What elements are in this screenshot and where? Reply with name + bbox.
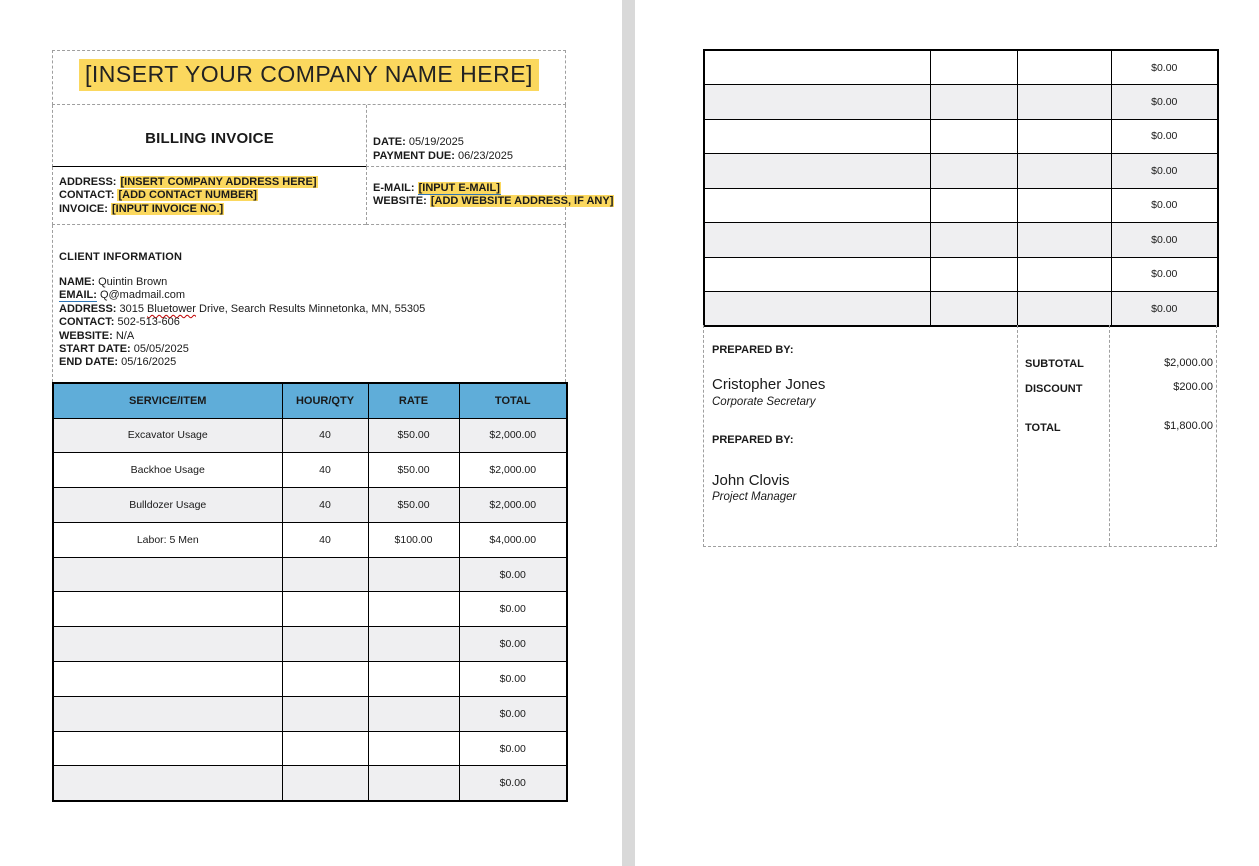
client-name-value: Quintin Brown [98,276,168,288]
client-information-cell [52,225,566,382]
invoice-item-row [53,592,567,627]
invoice-item-row [704,85,1218,120]
client-email-value: Q@madmail.com [99,289,186,302]
total-cell: $2,000.00 [459,453,567,488]
invoice-item-row [53,766,567,801]
hour-qty-cell[interactable] [282,627,368,662]
client-email-label: EMAIL: [59,289,97,302]
client-end-date-value: 05/16/2025 [121,356,177,369]
invoice-item-row [53,696,567,731]
invoice-title: BILLING INVOICE [145,130,274,147]
rate-cell[interactable] [368,557,459,592]
total-cell: $0.00 [1111,292,1218,327]
subtotal-amount: $2,000.00 [1164,357,1213,369]
date-value: 05/19/2025 [408,136,464,148]
company-contact-label: CONTACT: [59,189,115,202]
service-item-cell[interactable]: Labor: 5 Men [53,522,282,557]
invoice-item-row [53,488,567,523]
invoice-item-row [53,662,567,697]
discount-amount: $200.00 [1173,381,1213,393]
service-item-cell[interactable] [53,627,282,662]
company-website-label: WEBSITE: [373,195,427,208]
company-website-line [373,195,614,208]
prepared-by-label-1: PREPARED BY: [712,344,794,356]
invoice-date-line [373,136,565,150]
invoice-number-line [59,203,366,216]
payment-due-value: 06/23/2025 [457,149,514,162]
rate-cell[interactable] [368,696,459,731]
total-cell: $0.00 [459,696,567,731]
rate-cell[interactable]: $50.00 [368,418,459,453]
service-item-cell[interactable]: Backhoe Usage [53,453,282,488]
hour-qty-cell[interactable] [930,154,1017,189]
client-website-label: WEBSITE: [59,329,113,342]
invoice-page-1 [0,0,622,866]
client-start-date-label: START DATE: [59,343,131,356]
rate-cell[interactable] [1017,50,1111,85]
hour-qty-cell[interactable] [282,766,368,801]
client-address-value-1: 3015 [119,302,148,315]
service-item-cell[interactable] [53,557,282,592]
total-amount: $1,800.00 [1164,420,1213,432]
client-name-line [59,276,565,289]
rate-cell[interactable] [1017,292,1111,327]
company-email-line [373,182,565,195]
rate-cell[interactable] [1017,154,1111,189]
invoice-item-row [704,119,1218,154]
client-name-label: NAME: [59,276,96,288]
hour-qty-cell[interactable] [930,257,1017,292]
summary-signature-section [703,325,1217,547]
preparer-name-2: John Clovis [712,472,790,489]
page-gap-divider [622,0,635,866]
service-item-cell[interactable] [53,731,282,766]
client-address-misspelled-word: Bluetower [147,302,196,315]
hour-qty-cell[interactable]: 40 [282,453,368,488]
invoice-number-label: INVOICE: [59,202,108,215]
client-info-heading: CLIENT INFORMATION [59,251,183,263]
invoice-item-row [704,257,1218,292]
preparer-title-2: Project Manager [712,491,797,503]
client-contact-line [59,316,565,329]
total-cell: $0.00 [459,627,567,662]
client-end-date-label: END DATE: [59,356,119,369]
total-cell: $0.00 [459,592,567,627]
invoice-item-row [53,627,567,662]
invoice-item-row [704,292,1218,327]
invoice-dates-cell [366,105,566,167]
client-contact-label: CONTACT: [59,316,115,329]
company-contact-placeholder[interactable]: [ADD CONTACT NUMBER] [118,189,257,202]
hour-qty-cell[interactable] [282,731,368,766]
total-label: TOTAL [1025,422,1061,434]
service-item-cell[interactable] [704,119,930,154]
company-name-placeholder[interactable]: [INSERT YOUR COMPANY NAME HERE] [79,59,539,91]
hour-qty-cell[interactable]: 40 [282,418,368,453]
total-cell: $0.00 [459,731,567,766]
total-cell: $0.00 [1111,119,1218,154]
company-name-cell [52,50,566,105]
invoice-item-row [704,223,1218,258]
invoice-item-row [704,154,1218,189]
total-cell: $4,000.00 [459,522,567,557]
rate-cell[interactable] [368,627,459,662]
service-item-column-header: SERVICE/ITEM [53,383,282,418]
client-address-line [59,303,565,316]
rate-cell[interactable] [1017,223,1111,258]
hour-qty-cell[interactable] [282,696,368,731]
items-table [52,382,568,802]
company-contact-line [59,189,366,202]
invoice-item-row [704,50,1218,85]
total-cell: $0.00 [1111,154,1218,189]
hour-qty-cell[interactable]: 40 [282,522,368,557]
service-item-cell[interactable] [704,85,930,120]
client-start-date-line [59,343,565,356]
client-info-fields [59,276,565,370]
rate-cell[interactable] [1017,188,1111,223]
service-item-cell[interactable]: Excavator Usage [53,418,282,453]
items-table-continued-body [704,50,1218,326]
rate-cell[interactable]: $100.00 [368,522,459,557]
company-address-label: ADDRESS: [59,176,117,188]
invoice-item-row [53,731,567,766]
subtotal-label: SUBTOTAL [1025,358,1084,370]
company-online-cell [366,167,614,225]
rate-cell[interactable] [368,731,459,766]
client-start-date-value: 05/05/2025 [133,343,189,356]
total-cell: $0.00 [459,766,567,801]
total-cell: $2,000.00 [459,418,567,453]
service-item-cell[interactable] [704,154,930,189]
hour-qty-cell[interactable] [930,188,1017,223]
invoice-number-placeholder[interactable]: [INPUT INVOICE NO.] [111,202,224,215]
summary-column-divider-1 [1017,325,1018,546]
items-table-header-row [53,383,567,418]
client-website-value: N/A [115,329,135,342]
payment-due-line [373,150,565,164]
total-cell: $0.00 [1111,50,1218,85]
hour-qty-cell[interactable] [930,50,1017,85]
total-cell: $2,000.00 [459,488,567,523]
total-column-header: TOTAL [459,383,567,418]
service-item-cell[interactable] [53,662,282,697]
total-cell: $0.00 [1111,85,1218,120]
discount-label: DISCOUNT [1025,383,1083,395]
total-cell: $0.00 [459,662,567,697]
rate-cell[interactable] [368,592,459,627]
hour-qty-cell[interactable] [930,119,1017,154]
rate-cell[interactable] [1017,257,1111,292]
items-table-body [53,418,567,801]
total-cell: $0.00 [1111,223,1218,258]
hour-qty-cell[interactable] [282,557,368,592]
items-table-continued [703,49,1219,327]
service-item-cell[interactable] [53,592,282,627]
service-item-cell[interactable] [704,292,930,327]
invoice-page-2 [635,0,1259,866]
company-email-label: E-MAIL: [373,182,415,194]
invoice-item-row [53,557,567,592]
invoice-item-row [53,453,567,488]
date-label: DATE: [373,136,406,148]
prepared-by-label-2: PREPARED BY: [712,434,794,446]
service-item-cell[interactable] [704,223,930,258]
company-address-placeholder[interactable]: [INSERT COMPANY ADDRESS HERE] [120,176,317,188]
payment-due-label: PAYMENT DUE: [373,149,455,162]
client-address-value-2: Drive, Search Results Minnetonka, MN, 55305 [195,302,426,315]
rate-cell[interactable] [1017,85,1111,120]
company-address-line [59,176,366,189]
service-item-cell[interactable] [704,50,930,85]
invoice-item-row [53,418,567,453]
billing-invoice-cell [52,105,366,167]
service-item-cell[interactable] [704,188,930,223]
service-item-cell[interactable]: Bulldozer Usage [53,488,282,523]
client-address-label: ADDRESS: [59,302,117,315]
client-end-date-line [59,356,565,369]
hour-qty-column-header: HOUR/QTY [282,383,368,418]
rate-cell[interactable] [368,766,459,801]
total-cell: $0.00 [459,557,567,592]
hour-qty-cell[interactable] [930,292,1017,327]
total-cell: $0.00 [1111,188,1218,223]
preparer-title-1: Corporate Secretary [712,396,816,408]
service-item-cell[interactable] [53,696,282,731]
rate-cell[interactable]: $50.00 [368,453,459,488]
hour-qty-cell[interactable] [282,662,368,697]
hour-qty-cell[interactable] [282,592,368,627]
rate-column-header: RATE [368,383,459,418]
rate-cell[interactable]: $50.00 [368,488,459,523]
company-details-cell [52,167,366,225]
client-contact-value: 502-513-606 [117,316,180,329]
invoice-item-row [53,522,567,557]
hour-qty-cell[interactable] [930,85,1017,120]
service-item-cell[interactable] [704,257,930,292]
client-email-line [59,289,565,302]
rate-cell[interactable] [368,662,459,697]
invoice-item-row [704,188,1218,223]
rate-cell[interactable] [1017,119,1111,154]
service-item-cell[interactable] [53,766,282,801]
hour-qty-cell[interactable] [930,223,1017,258]
company-website-placeholder[interactable]: [ADD WEBSITE ADDRESS, IF ANY] [430,195,614,208]
client-website-line [59,330,565,343]
preparer-name-1: Cristopher Jones [712,376,826,393]
hour-qty-cell[interactable]: 40 [282,488,368,523]
total-cell: $0.00 [1111,257,1218,292]
company-email-placeholder[interactable]: [INPUT E-MAIL] [418,182,500,194]
